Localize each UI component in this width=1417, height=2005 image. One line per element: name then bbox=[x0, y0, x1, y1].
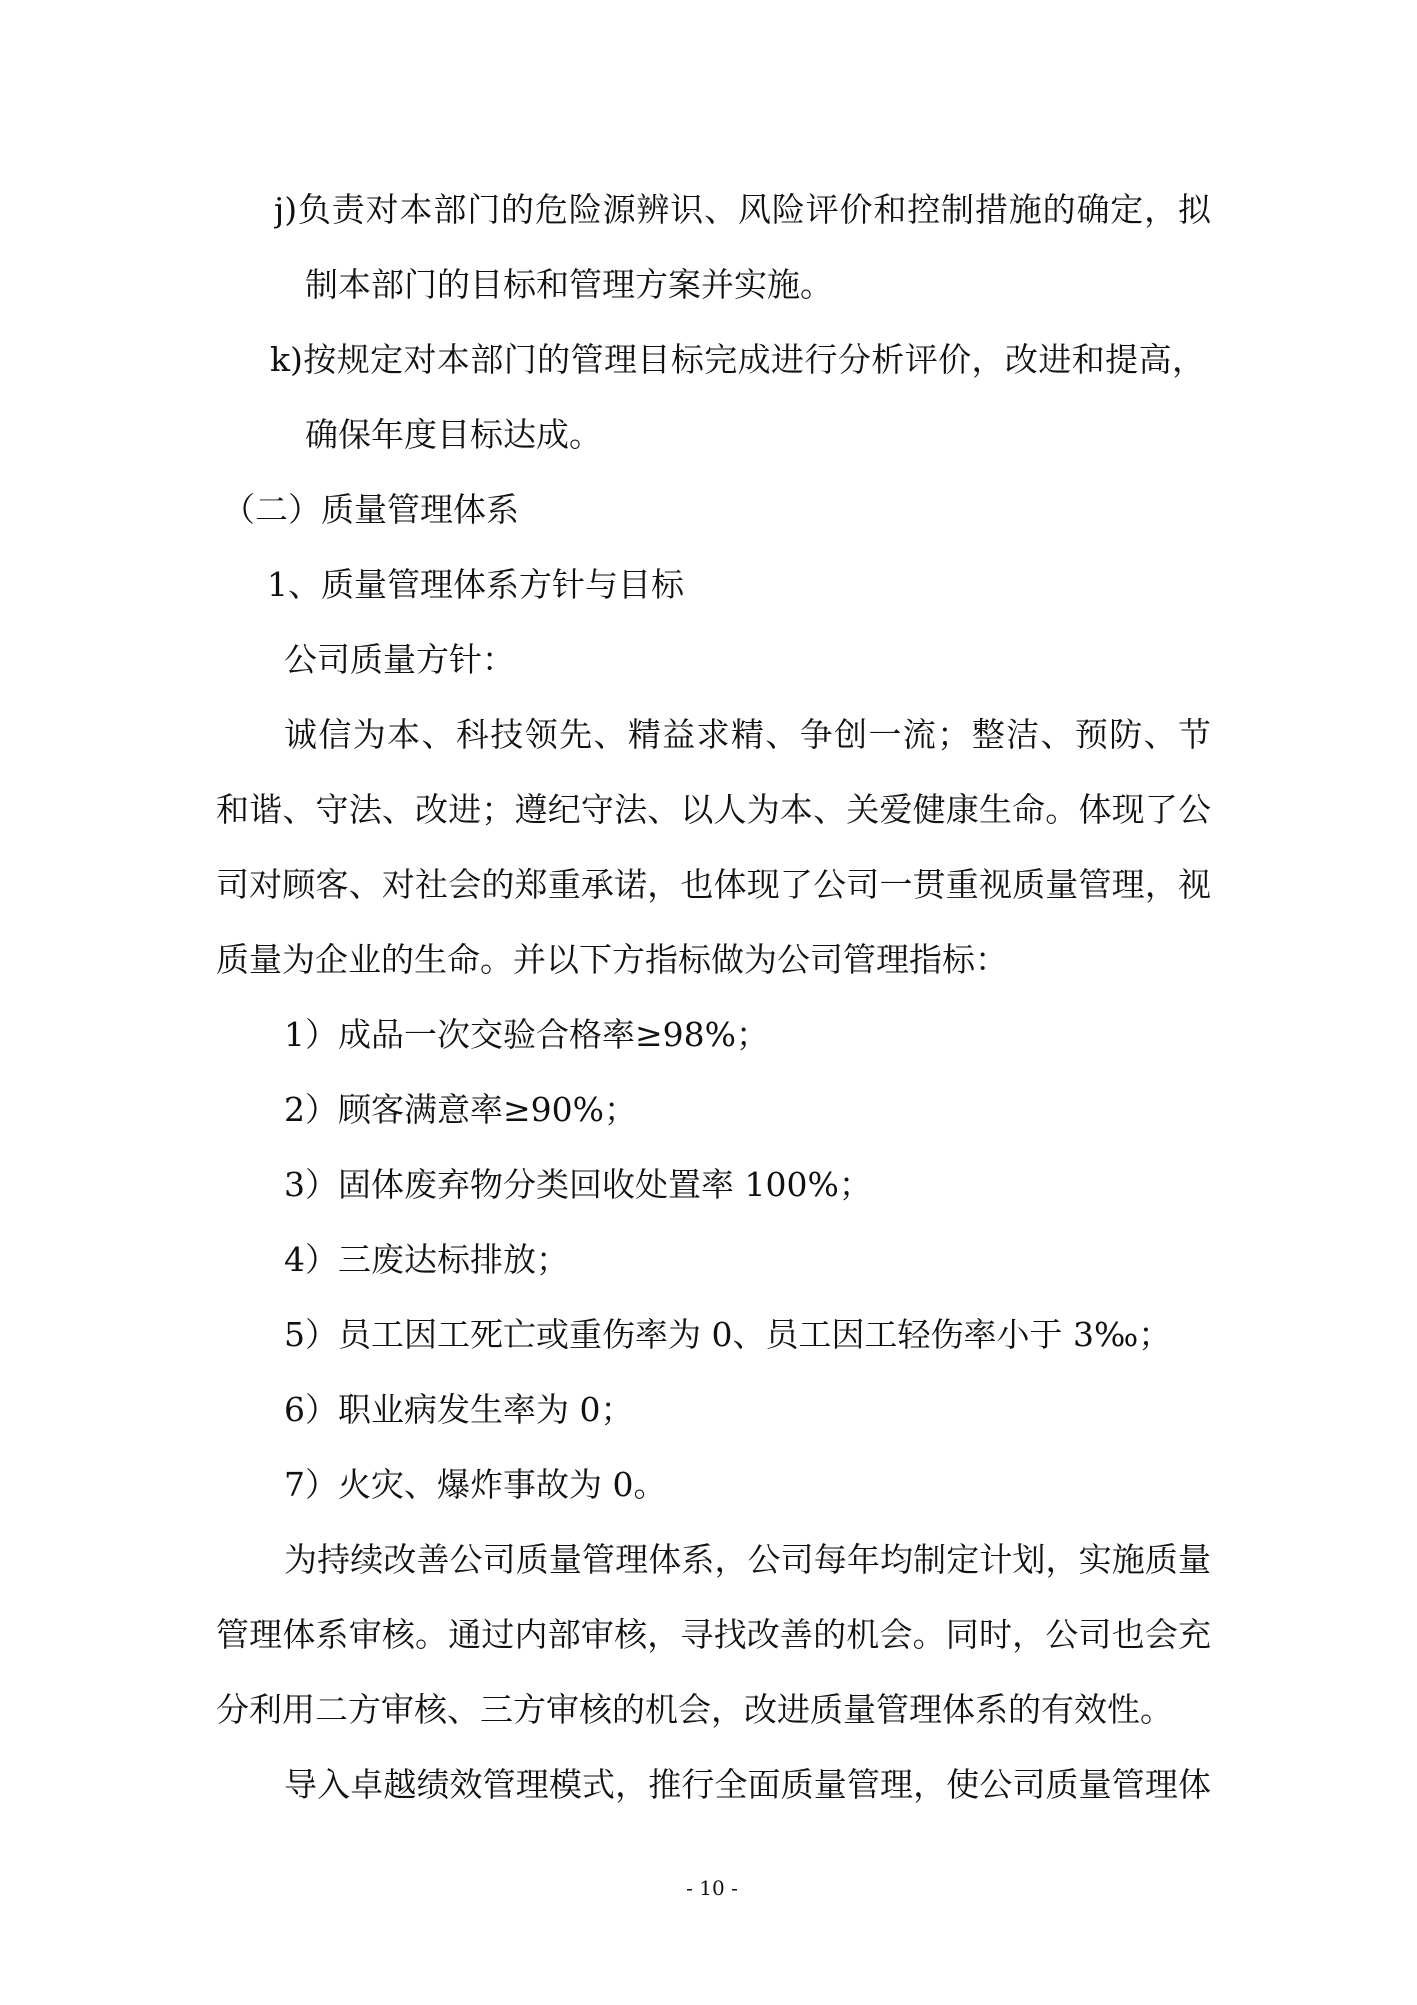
text-line: 诚信为本、科技领先、精益求精、争创一流；整洁、预防、节 bbox=[284, 715, 1211, 754]
text-line: 质量为企业的生命。并以下方指标做为公司管理指标： bbox=[216, 940, 1008, 979]
list-item: 3）固体废弃物分类回收处置率 100%； bbox=[284, 1165, 872, 1204]
text-line: 分利用二方审核、三方审核的机会，改进质量管理体系的有效性。 bbox=[216, 1690, 1173, 1729]
list-item: 5）员工因工死亡或重伤率为 0、员工因工轻伤率小于 3‰； bbox=[284, 1315, 1172, 1354]
text-line: 管理体系审核。通过内部审核，寻找改善的机会。同时，公司也会充 bbox=[216, 1615, 1211, 1654]
text-line: 导入卓越绩效管理模式，推行全面质量管理，使公司质量管理体 bbox=[284, 1765, 1211, 1804]
text-line: 和谐、守法、改进；遵纪守法、以人为本、关爱健康生命。体现了公 bbox=[216, 790, 1211, 829]
section-heading: （二）质量管理体系 bbox=[222, 490, 519, 529]
list-item: 1）成品一次交验合格率≥98%； bbox=[284, 1015, 769, 1054]
page-number: - 10 - bbox=[686, 1876, 738, 1900]
text-line: 为持续改善公司质量管理体系，公司每年均制定计划，实施质量 bbox=[284, 1540, 1211, 1579]
text-line: 司对顾客、对社会的郑重承诺，也体现了公司一贯重视质量管理，视 bbox=[216, 865, 1211, 904]
list-item: 6）职业病发生率为 0； bbox=[284, 1390, 634, 1429]
text-line: j)负责对本部门的危险源辨识、风险评价和控制措施的确定，拟 bbox=[274, 190, 1211, 229]
list-item: 4）三废达标排放； bbox=[284, 1240, 569, 1279]
subsection-heading: 1、质量管理体系方针与目标 bbox=[267, 565, 684, 604]
text-line: 确保年度目标达成。 bbox=[305, 415, 602, 454]
text-line: 制本部门的目标和管理方案并实施。 bbox=[305, 265, 833, 304]
list-item: 2）顾客满意率≥90%； bbox=[284, 1090, 637, 1129]
text-line: k)按规定对本部门的管理目标完成进行分析评价，改进和提高， bbox=[270, 340, 1205, 379]
list-item: 7）火灾、爆炸事故为 0。 bbox=[284, 1465, 667, 1504]
policy-label: 公司质量方针： bbox=[284, 640, 515, 679]
